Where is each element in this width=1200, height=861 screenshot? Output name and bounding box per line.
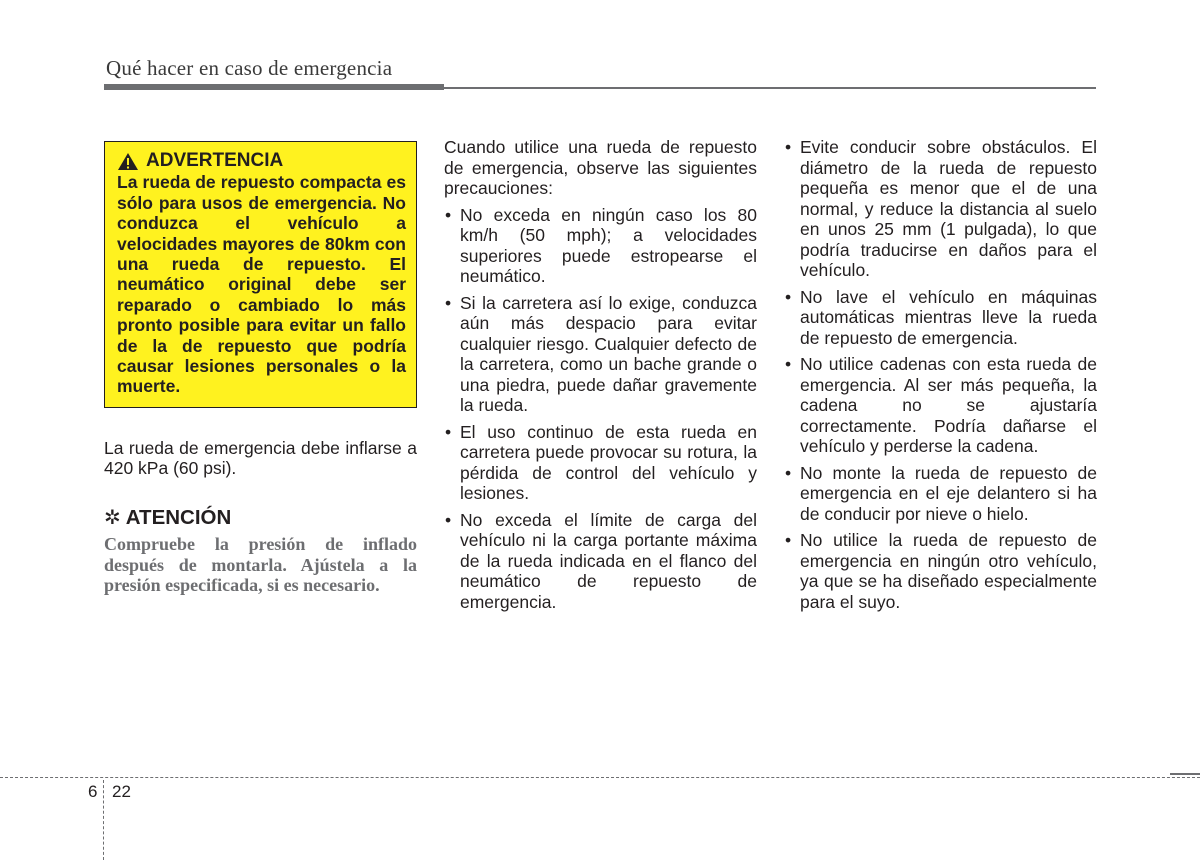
precautions-intro: Cuando utilice una rueda de repuesto de emergencia, observe las siguientes precauciones: xyxy=(444,137,757,198)
footer-vertical-rule xyxy=(103,780,104,860)
warning-title: ADVERTENCIA xyxy=(146,150,284,171)
precautions-list-right xyxy=(784,137,1097,612)
asterisk-icon: ✲ xyxy=(104,506,121,529)
warning-body: La rueda de repuesto compacta es sólo para usos de emergencia. No conduzca el vehículo a velocidades mayores de 80km con una rueda de repuesto. El neumático original debe ser reparado o cambiado lo más pronto posible para evitar un fallo de la de repuesto que podría causar lesiones personales o la muerte. xyxy=(117,172,406,397)
precautions-list-middle xyxy=(444,205,757,613)
list-item: • No utilice la rueda de repuesto de emergencia en ningún otro vehículo, ya que se ha diseñado especialmente para el suyo. xyxy=(785,530,1097,612)
footer-tick xyxy=(1170,773,1200,775)
caution-body: Compruebe la presión de inflado después de montarla. Ajústela a la presión especificada, si es necesario. xyxy=(104,534,417,596)
list-item: • No exceda en ningún caso los 80 km/h (50 mph); a velocidades superiores puede estropearse el neumático. xyxy=(445,204,757,286)
list-item: • No lave el vehículo en máquinas automáticas mientras lleve la rueda de repuesto de emergencia. xyxy=(785,286,1097,348)
footer-dashed-rule xyxy=(0,777,1200,778)
caution-heading xyxy=(104,505,417,529)
warning-heading xyxy=(117,151,406,171)
warning-box xyxy=(104,141,417,408)
caution-title: ATENCIÓN xyxy=(125,505,232,529)
list-item: • No utilice cadenas con esta rueda de emergencia. Al ser más pequeña, la cadena no se ajustaría correctamente. Podría dañarse el vehículo y perderse la cadena. xyxy=(785,354,1097,456)
warning-triangle-icon xyxy=(117,152,139,171)
column-middle xyxy=(444,137,757,618)
page-number: 22 xyxy=(112,782,131,801)
list-item: • No monte la rueda de repuesto de emergencia en el eje delantero si ha de conducir por nieve o hielo. xyxy=(785,462,1097,524)
page-header-title: Qué hacer en caso de emergencia xyxy=(106,56,393,80)
list-item: • No exceda el límite de carga del vehículo ni la carga portante máxima de la rueda indicada en el flanco del neumático de repuesto de emergencia. xyxy=(445,509,757,612)
chapter-number: 6 xyxy=(88,782,98,801)
header-rule xyxy=(104,84,1096,90)
column-right xyxy=(784,137,1097,618)
list-item: • Evite conducir sobre obstáculos. El diámetro de la rueda de repuesto pequeña es menor que el de una normal, y reduce la distancia al suelo en unos 25 mm (1 pulgada), lo que podría traducirse en daños para el vehículo. xyxy=(785,137,1097,280)
list-item: • Si la carretera así lo exige, conduzca aún más despacio para evitar cualquier riesgo. Cualquier defecto de la carretera, como un bache grande o una piedra, puede dañar gravemente la rueda. xyxy=(445,292,757,415)
column-left xyxy=(104,141,417,596)
inflation-note: La rueda de emergencia debe inflarse a 420 kPa (60 psi). xyxy=(104,437,417,479)
list-item: • El uso continuo de esta rueda en carretera puede provocar su rotura, la pérdida de control del vehículo y lesiones. xyxy=(445,421,757,503)
